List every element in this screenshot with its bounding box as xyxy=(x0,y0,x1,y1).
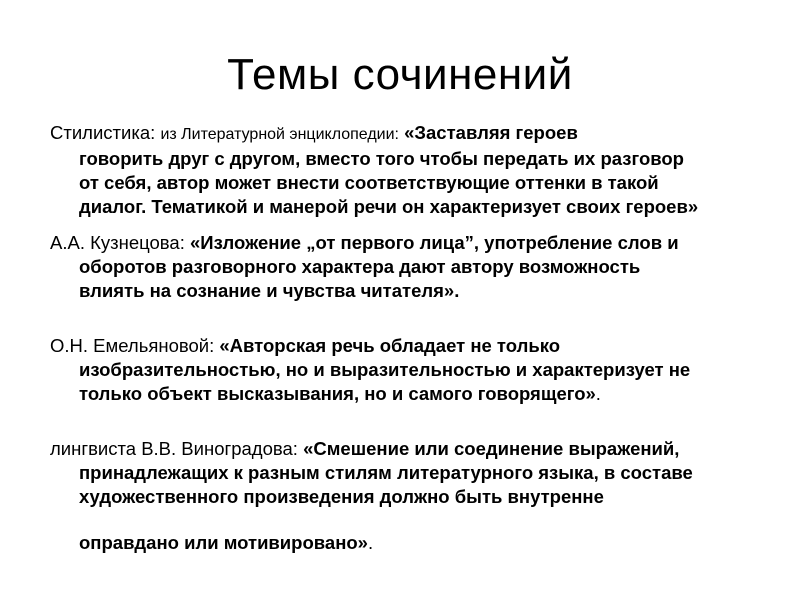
quote-author: А.А. Кузнецова: xyxy=(50,232,185,253)
quote-line xyxy=(50,231,770,255)
quote-line: диалог. Тематикой и манерой речи он характеризует своих героев» xyxy=(79,196,699,217)
quote-end: . xyxy=(367,532,374,553)
quote-author: Стилистика: xyxy=(50,122,156,143)
quote-author: О.Н. Емельяновой: xyxy=(50,335,215,356)
quote-vinogradov xyxy=(50,437,770,509)
quote-line: оборотов разговорного характера дают автору возможность xyxy=(79,256,641,277)
quote-line xyxy=(50,382,770,406)
quote-line: принадлежащих к разным стилям литературного языка, в составе xyxy=(79,462,693,483)
quote-line: изобразительностью, но и выразительностью и характеризует не xyxy=(79,359,691,380)
quote-text: «Изложение „от первого лица”, употребление слов и xyxy=(189,232,679,253)
quote-text: только объект высказывания, но и самого говорящего» xyxy=(79,383,596,404)
quote-line: говорить друг с другом, вместо того чтобы передать их разговор xyxy=(79,148,684,169)
quote-line: художественного произведения должно быть внутренне xyxy=(79,486,604,507)
quote-source: из Литературной энциклопедии: xyxy=(160,126,399,143)
quote-text: «Авторская речь обладает не только xyxy=(219,335,561,356)
quote-line: от себя, автор может внести соответствующие оттенки в такой xyxy=(79,172,659,193)
quote-text: «Смешение или соединение выражений, xyxy=(303,438,680,459)
quote-line xyxy=(50,121,770,147)
quote-author: лингвиста В.В. Виноградова: xyxy=(50,438,298,459)
quote-text: «Заставляя героев xyxy=(404,122,578,143)
quote-text: оправдано или мотивировано» xyxy=(79,532,368,553)
quote-emelyanova xyxy=(50,334,770,406)
quote-last-line xyxy=(79,531,373,555)
quote-line xyxy=(50,437,770,461)
quote-end: . xyxy=(595,383,601,404)
slide-title: Темы сочинений xyxy=(227,50,573,99)
quote-kuznetsova xyxy=(50,231,770,303)
quote-stylistics xyxy=(50,121,770,219)
quote-line xyxy=(50,334,770,358)
quote-line: влиять на сознание и чувства читателя». xyxy=(79,280,460,301)
